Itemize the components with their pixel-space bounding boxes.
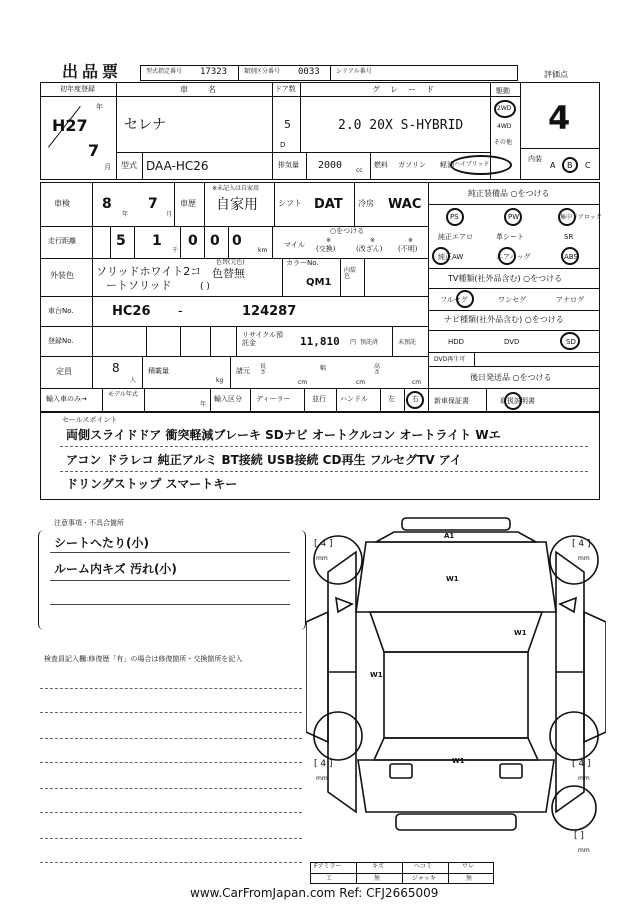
- drive-2wd-circle: [494, 100, 516, 118]
- legend-v1: 工: [326, 875, 333, 882]
- tire-rr-mm: mm: [578, 775, 590, 782]
- modified-mark: ※: [370, 237, 376, 244]
- interior-a: A: [550, 161, 556, 170]
- thousand-unit: 千: [172, 247, 179, 254]
- fuel-hybrid-circle: [450, 155, 512, 175]
- opt-leather: 革シート: [496, 233, 524, 241]
- damage-w1-rear: W1: [452, 757, 465, 765]
- model-cert-label: 型式指定番号: [146, 68, 183, 75]
- interior-label: 内装: [528, 155, 542, 163]
- opt-pw: PW: [508, 213, 520, 221]
- chassis-prefix: HC26: [112, 304, 151, 319]
- handle-left: 左: [388, 395, 395, 403]
- first-reg-era-year: H27: [52, 116, 88, 135]
- watermark-text: www.CarFromJapan.com Ref: CFJ2665009: [186, 887, 442, 899]
- height-label: 高さ: [374, 363, 381, 376]
- interior-b-circle: [562, 157, 578, 173]
- model-value: DAA-HC26: [146, 159, 209, 173]
- legend-h3: ヘコミ: [414, 863, 433, 870]
- opt-abs: ABS: [564, 253, 578, 261]
- shaken-month: 7: [148, 196, 158, 212]
- handle-right-circle: [406, 391, 424, 409]
- interior-b: B: [567, 161, 573, 170]
- vehicle-type-label: 車歴: [180, 199, 196, 208]
- tire-rl-mm: mm: [316, 775, 328, 782]
- grade-value: 2.0 20X S-HYBRID: [338, 118, 464, 133]
- recycle-unit: 円: [350, 339, 357, 346]
- car-diagram: [306, 512, 606, 858]
- drive-4wd: 4WD: [497, 123, 512, 130]
- fuel-gasoline: ガソリン: [398, 161, 426, 169]
- opt-abs-circle: [561, 247, 579, 265]
- width-cm: cm: [356, 379, 366, 386]
- spare-bracket: [ ]: [574, 831, 584, 841]
- cc-unit: cc: [356, 167, 363, 174]
- legend-h2: キズ: [372, 863, 384, 870]
- color-no: QM1: [306, 277, 332, 288]
- doors-label: ドア数: [275, 85, 296, 93]
- ac-value: WAC: [388, 197, 422, 212]
- grade-score: 4: [548, 99, 571, 137]
- mileage-digit-5: 0: [232, 233, 242, 249]
- unknown-mark: ※: [408, 237, 414, 244]
- tire-rear-right: [ 4 ]: [572, 759, 591, 769]
- opt-airbag: エアバッグ: [496, 253, 531, 261]
- doors-value: 5: [284, 118, 291, 131]
- month-unit: 月: [104, 163, 111, 171]
- exchange-mark: ※: [326, 237, 332, 244]
- color-no-label: カラーNo.: [286, 259, 319, 267]
- vehicle-type-note: ※未記入は自家用: [212, 185, 260, 192]
- tire-front-right: [ 4 ]: [572, 539, 591, 549]
- fuel-label: 燃料: [374, 161, 388, 169]
- damage-a1: A1: [444, 532, 455, 540]
- opt-airbag-circle: [498, 247, 516, 265]
- mile-label: マイル: [284, 241, 305, 249]
- manual-circle: [504, 392, 522, 410]
- model-year-label: モデル年式: [108, 391, 138, 398]
- length-cm: cm: [298, 379, 308, 386]
- capacity-label: 定員: [56, 367, 72, 376]
- chassis-label: 車台No.: [48, 307, 74, 315]
- tire-fl-mm: mm: [316, 555, 328, 562]
- class-label: 類別区分番号: [244, 68, 281, 75]
- mileage-digit-2: 1: [152, 233, 162, 249]
- shift-label: シフト: [278, 199, 302, 208]
- warranty-title: 後日発送品 ○をつける: [470, 373, 552, 382]
- recycle-paid: 預託済: [360, 339, 379, 346]
- opt-ps-circle: [446, 208, 464, 226]
- mileage-label: 走行距離: [48, 237, 76, 245]
- chassis-dash: -: [178, 304, 183, 319]
- tire-rear-left: [ 4 ]: [314, 759, 333, 769]
- chassis-number: 124287: [242, 304, 297, 319]
- nav-sd-circle: [560, 332, 580, 350]
- tv-title: TV種類(社外品含む) ○をつける: [448, 274, 563, 283]
- class-no: 0033: [298, 67, 320, 77]
- opt-sunroof: SR: [564, 233, 574, 241]
- doors-unit: D: [280, 141, 286, 149]
- unknown-label: (不明): [398, 245, 418, 253]
- tire-fr-mm: mm: [578, 555, 590, 562]
- recycle-unpaid: 未預託: [398, 339, 417, 346]
- shaken-year-unit: 年: [122, 211, 129, 218]
- first-reg-label: 初年度登録: [60, 85, 95, 93]
- shaken-month-unit: 月: [166, 211, 173, 218]
- year-unit: 年: [96, 103, 103, 111]
- tv-fullseg: フルセグ: [440, 296, 468, 304]
- capacity-value: 8: [112, 361, 120, 375]
- cert-row: [140, 65, 518, 81]
- fuel-hybrid: ハイブリッド: [454, 161, 490, 168]
- genuine-title: 純正装備品 ○をつける: [468, 189, 550, 198]
- damage-w1-front: W1: [446, 575, 459, 583]
- color-label: 外装色: [50, 271, 74, 280]
- color-line-2: ートソリッド: [106, 279, 172, 292]
- opt-aero: 純正エアロ: [438, 233, 473, 241]
- nav-sd: SD: [566, 338, 576, 346]
- width-label: 幅: [320, 365, 327, 372]
- displacement-value: 2000: [318, 160, 343, 171]
- handle-label: ハンドル: [340, 395, 368, 403]
- tire-front-left: [ 4 ]: [314, 539, 333, 549]
- recycle-label: リサイクル預託金: [242, 331, 284, 347]
- exchange-label: (交換): [316, 245, 336, 253]
- mark-label: ○をつける: [330, 227, 365, 235]
- ac-label: 冷房: [358, 199, 374, 208]
- mileage-digit-3: 0: [188, 233, 198, 249]
- height-cm: cm: [412, 379, 422, 386]
- warranty-card: 新車保証書: [434, 397, 469, 405]
- damage-w1-right: W1: [514, 629, 527, 637]
- inspector-label: 検査員記入欄:修復歴「有」の場合は修復箇所・交換箇所を記入: [44, 655, 243, 663]
- shift-value: DAT: [314, 197, 343, 212]
- opt-pw-circle: [504, 208, 522, 226]
- person-unit: 人: [130, 377, 137, 384]
- fuel-diesel: 軽油: [440, 161, 454, 169]
- dvd-play-label: DVD再生可: [434, 356, 466, 363]
- legend-h4: ワレ: [462, 863, 475, 870]
- drive-2wd: 2WD: [497, 105, 512, 112]
- sales-line-1: 両側スライドドア 衝突軽減ブレーキ SDナビ オートクルコン オートライト Wエ: [66, 428, 501, 442]
- import-class-label: 輸入区分: [214, 395, 242, 403]
- opt-aw: 純正AW: [438, 253, 464, 261]
- km-unit: km: [258, 247, 268, 254]
- model-year-suffix: 年: [200, 401, 207, 408]
- shaken-year: 8: [102, 196, 112, 212]
- interior-color-label: 内装色: [344, 267, 357, 280]
- load-label: 積載量: [148, 367, 169, 375]
- import-label: 輸入車のみ→: [46, 395, 87, 403]
- drive-label: 駆動: [496, 87, 510, 95]
- opt-lock-circle: [558, 208, 576, 226]
- nav-dvd: DVD: [504, 338, 520, 346]
- first-reg-month: 7: [88, 141, 100, 160]
- sales-points-label: セールスポイント: [62, 416, 118, 424]
- car-name-label: 車名: [180, 85, 236, 94]
- load-unit: kg: [216, 377, 224, 384]
- grade-label: グレード: [372, 85, 444, 94]
- note-line-1: シートへたり(小): [54, 536, 149, 550]
- car-name: セレナ: [124, 117, 166, 133]
- handle-right: 右: [412, 395, 419, 403]
- sheet-title: 出品票: [62, 62, 123, 81]
- interior-c: C: [585, 161, 591, 170]
- reg-label: 登録No.: [48, 337, 74, 345]
- color-paren: ( ): [200, 282, 210, 292]
- modified-label: (改ざん): [356, 245, 383, 253]
- displacement-label: 排気量: [278, 161, 299, 169]
- legend-v4: 無: [466, 875, 473, 882]
- mileage-digit-4: 0: [210, 233, 220, 249]
- mileage-digit-1: 5: [116, 233, 126, 249]
- serial-label: シリアル番号: [336, 68, 372, 75]
- color-line-1: ソリッドホワイト2コ: [96, 265, 202, 278]
- tv-analog: アナログ: [556, 296, 584, 304]
- nav-title: ナビ種類(社外品含む) ○をつける: [444, 315, 564, 324]
- recycle-amount: 11,810: [300, 335, 340, 348]
- color-change: 色替無: [212, 267, 245, 280]
- note-line-2: ルーム内キズ 汚れ(小): [54, 562, 177, 576]
- opt-aw-circle: [432, 247, 450, 265]
- tv-oneseg: ワンセグ: [498, 296, 526, 304]
- dims-label: 諸元: [236, 367, 250, 375]
- length-label: 長さ: [260, 363, 267, 376]
- spare-mm: mm: [578, 847, 590, 854]
- shaken-label: 車検: [54, 199, 70, 208]
- vehicle-type: 自家用: [216, 197, 258, 213]
- legend-h1: Fアミラー: [314, 863, 342, 870]
- opt-central-lock: 集中ドアロック: [560, 214, 602, 221]
- opt-ps: PS: [450, 213, 459, 221]
- legend-v3: ジャッキ: [412, 875, 436, 882]
- model-label: 型式: [121, 161, 137, 170]
- sales-line-2: アコン ドラレコ 純正アルミ BT接続 USB接続 CD再生 フルセグTV アイ: [66, 453, 462, 467]
- color-note: 色替(元色): [216, 259, 245, 266]
- sales-line-3: ドリングストップ スマートキー: [66, 477, 238, 491]
- grade-score-label: 評価点: [544, 70, 568, 79]
- dealer-label: ディーラー: [256, 395, 291, 403]
- tv-fullseg-circle: [456, 290, 474, 308]
- manual: 取扱説明書: [500, 397, 535, 405]
- damage-w1-left: W1: [370, 671, 383, 679]
- notes-label: 注意事項・不具合箇所: [54, 519, 124, 527]
- legend-v2: 無: [374, 875, 381, 882]
- nav-hdd: HDD: [448, 338, 465, 346]
- parallel-label: 並行: [312, 395, 326, 403]
- model-cert-no: 17323: [200, 67, 228, 77]
- drive-other: その他: [494, 139, 513, 146]
